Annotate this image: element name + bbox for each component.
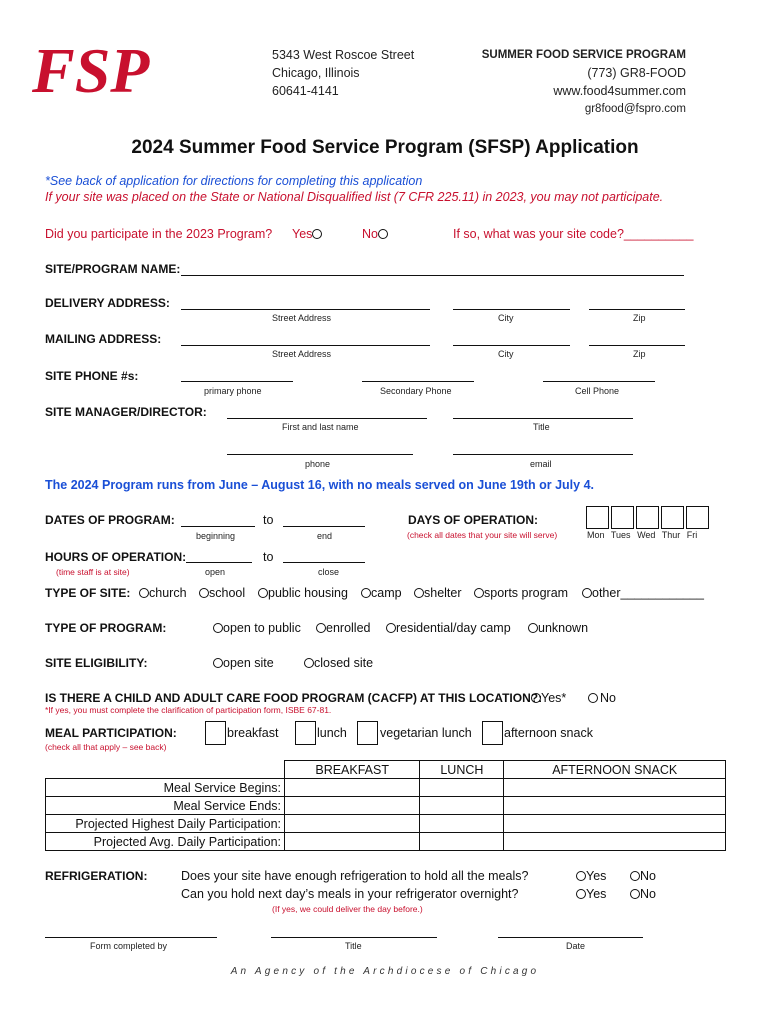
eligibility-label: SITE ELIGIBILITY: — [45, 656, 148, 670]
table-cell[interactable] — [504, 797, 726, 815]
manager-phone-field[interactable] — [227, 454, 413, 455]
refrig-q1-yes[interactable] — [576, 869, 606, 883]
day-checkbox-wed[interactable] — [636, 506, 659, 529]
option-label: shelter — [424, 586, 462, 600]
table-cell[interactable] — [285, 797, 420, 815]
delivery-city-field[interactable] — [453, 309, 570, 310]
zip-caption: Zip — [633, 349, 646, 359]
option-label: Yes — [586, 887, 607, 901]
row-label: Meal Service Ends: — [46, 797, 285, 815]
table-row — [46, 833, 726, 851]
manager-label: SITE MANAGER/DIRECTOR: — [45, 405, 207, 419]
cell-phone-caption: Cell Phone — [575, 386, 620, 396]
days-hint: (check all dates that your site will serve) — [407, 530, 558, 540]
manager-email-field[interactable] — [453, 454, 633, 455]
no-label: No — [362, 227, 378, 241]
org-contact — [482, 46, 686, 118]
site-type-option[interactable] — [474, 586, 568, 600]
radio-icon[interactable] — [576, 871, 586, 881]
radio-icon[interactable] — [630, 889, 640, 899]
secondary-phone-field[interactable] — [362, 381, 474, 382]
meal-participation-label: MEAL PARTICIPATION: — [45, 726, 177, 740]
city-caption: City — [498, 349, 514, 359]
radio-icon[interactable] — [199, 588, 209, 598]
site-type-option[interactable] — [139, 586, 187, 600]
table-cell[interactable] — [504, 833, 726, 851]
see-back-note: *See back of application for directions for completing this application — [45, 174, 423, 188]
title-caption: Title — [533, 422, 550, 432]
date-caption: Date — [566, 941, 586, 951]
refrigeration-question: Does your site have enough refrigeration to hold all the meals? — [181, 869, 529, 883]
row-label: Meal Service Begins: — [46, 779, 285, 797]
end-caption: end — [317, 531, 333, 541]
program-type-option[interactable] — [316, 621, 370, 635]
site-type-label: TYPE OF SITE: — [45, 586, 131, 600]
logo-text: FSP — [32, 35, 150, 106]
option-label: residential/day camp — [396, 621, 511, 635]
street-caption: Street Address — [272, 349, 332, 359]
cacfp-no[interactable] — [588, 691, 616, 705]
radio-icon[interactable] — [258, 588, 268, 598]
option-label: No — [640, 887, 656, 901]
manager-name-field[interactable] — [227, 418, 427, 419]
dates-label: DATES OF PROGRAM: — [45, 513, 175, 527]
phone-number: (773) GR8-FOOD — [587, 66, 686, 80]
table-cell[interactable] — [420, 833, 504, 851]
table-cell[interactable] — [504, 815, 726, 833]
hours-label: HOURS OF OPERATION: — [45, 550, 187, 564]
mailing-city-field[interactable] — [453, 345, 570, 346]
option-label: school — [209, 586, 246, 600]
delivery-street-field[interactable] — [181, 309, 430, 310]
title-caption: Title — [345, 941, 362, 951]
radio-icon[interactable] — [386, 623, 396, 633]
option-label: closed site — [314, 656, 374, 670]
hours-to: to — [263, 550, 274, 564]
refrig-q2-no[interactable] — [630, 887, 656, 901]
participation-yes[interactable] — [292, 227, 322, 241]
meal-option-label: breakfast — [227, 726, 279, 740]
name-caption: First and last name — [282, 422, 359, 432]
refrigeration-note: (If yes, we could deliver the day before.) — [272, 904, 423, 914]
close-caption: close — [318, 567, 340, 577]
meal-participation-hint: (check all that apply – see back) — [45, 742, 167, 752]
table-header-row — [46, 761, 726, 779]
table-cell[interactable] — [420, 797, 504, 815]
col-header-lunch: LUNCH — [420, 761, 504, 779]
cell-phone-field[interactable] — [543, 381, 655, 382]
delivery-label: DELIVERY ADDRESS: — [45, 296, 170, 310]
col-header-snack: AFTERNOON SNACK — [504, 761, 726, 779]
day-checkbox-mon[interactable] — [586, 506, 609, 529]
day-name: Thur — [661, 530, 681, 540]
table-cell[interactable] — [285, 815, 420, 833]
day-name: Fri — [686, 530, 698, 540]
address-line: 5343 West Roscoe Street — [272, 48, 415, 62]
option-label: church — [149, 586, 187, 600]
table-row — [46, 797, 726, 815]
option-label: open site — [223, 656, 274, 670]
completed-by-field[interactable] — [45, 937, 217, 938]
participation-no[interactable] — [362, 227, 388, 241]
days-label: DAYS OF OPERATION: — [408, 513, 539, 527]
option-label: open to public — [223, 621, 301, 635]
day-names — [587, 530, 697, 540]
site-type-option[interactable] — [361, 586, 402, 600]
website-link[interactable]: www.food4summer.com — [553, 84, 686, 98]
option-label: unknown — [538, 621, 589, 635]
radio-icon[interactable] — [528, 623, 538, 633]
day-checkbox-thur[interactable] — [661, 506, 684, 529]
primary-phone-caption: primary phone — [204, 386, 262, 396]
secondary-phone-caption: Secondary Phone — [380, 386, 452, 396]
table-row — [46, 815, 726, 833]
option-label: enrolled — [326, 621, 371, 635]
fsp-logo — [30, 30, 150, 108]
footer-agency: An Agency of the Archdiocese of Chicago — [230, 966, 540, 977]
day-name: Wed — [637, 530, 656, 540]
refrig-q1-no[interactable] — [630, 869, 656, 883]
site-name-field[interactable] — [181, 275, 684, 276]
org-address — [272, 46, 414, 100]
site-type-option[interactable] — [582, 586, 704, 600]
refrigeration-label: REFRIGERATION: — [45, 869, 148, 883]
end-date-field[interactable] — [283, 526, 365, 527]
option-label: sports program — [484, 586, 569, 600]
radio-icon[interactable] — [361, 588, 371, 598]
participation-question: Did you participate in the 2023 Program? — [45, 227, 273, 241]
day-name: Tues — [610, 530, 631, 540]
cacfp-note: *If yes, you must complete the clarification of participation form, ISBE 67-81. — [45, 705, 332, 715]
beginning-caption: beginning — [196, 531, 236, 541]
cacfp-question: IS THERE A CHILD AND ADULT CARE FOOD PROGRAM (CACFP) AT THIS LOCATION?: — [45, 691, 543, 705]
date-field[interactable] — [498, 937, 643, 938]
meal-checkbox-breakfast[interactable] — [205, 721, 226, 745]
mailing-zip-field[interactable] — [589, 345, 685, 346]
city-caption: City — [498, 313, 514, 323]
mailing-street-field[interactable] — [181, 345, 430, 346]
table-cell[interactable] — [285, 779, 420, 797]
phone-caption: phone — [305, 459, 331, 469]
signer-title-field[interactable] — [271, 937, 437, 938]
program-type-option[interactable] — [528, 621, 588, 635]
meal-checkbox-snack[interactable] — [482, 721, 503, 745]
manager-title-field[interactable] — [453, 418, 633, 419]
open-caption: open — [205, 567, 226, 577]
mailing-label: MAILING ADDRESS: — [45, 332, 162, 346]
meal-option-label: vegetarian lunch — [380, 726, 472, 740]
program-type-label: TYPE OF PROGRAM: — [45, 621, 167, 635]
yes-label: Yes — [292, 227, 313, 241]
day-name: Mon — [587, 530, 605, 540]
program-type-option[interactable] — [386, 621, 511, 635]
table-cell[interactable] — [504, 779, 726, 797]
meal-checkbox-vegetarian[interactable] — [357, 721, 378, 745]
zip-caption: Zip — [633, 313, 646, 323]
table-corner — [46, 761, 285, 779]
disqualified-note: If your site was placed on the State or National Disqualified list (7 CFR 225.11) in 2023, you may not participate. — [45, 190, 664, 204]
day-checkbox-tues[interactable] — [611, 506, 634, 529]
site-type-option[interactable] — [258, 586, 348, 600]
refrigeration-question: Can you hold next day’s meals in your refrigerator overnight? — [181, 887, 519, 901]
option-label: Yes* — [541, 691, 567, 705]
radio-icon[interactable] — [139, 588, 149, 598]
table-cell[interactable] — [285, 833, 420, 851]
option-label: public housing — [268, 586, 348, 600]
email-link[interactable]: gr8food@fspro.com — [584, 103, 686, 115]
radio-icon[interactable] — [213, 623, 223, 633]
option-label: No — [640, 869, 656, 883]
completed-by-caption: Form completed by — [90, 941, 168, 951]
table-cell[interactable] — [420, 815, 504, 833]
table-row — [46, 779, 726, 797]
meal-schedule-table — [45, 760, 726, 851]
option-label: No — [600, 691, 616, 705]
radio-icon[interactable] — [312, 229, 322, 239]
close-time-field[interactable] — [283, 562, 365, 563]
radio-icon[interactable] — [304, 658, 314, 668]
eligibility-option[interactable] — [213, 656, 274, 670]
option-label: other____________ — [592, 586, 704, 600]
radio-icon[interactable] — [414, 588, 424, 598]
meal-option-label: lunch — [317, 726, 347, 740]
street-caption: Street Address — [272, 313, 332, 323]
radio-icon[interactable] — [582, 588, 592, 598]
radio-icon[interactable] — [213, 658, 223, 668]
radio-icon[interactable] — [576, 889, 586, 899]
page-title: 2024 Summer Food Service Program (SFSP) Application — [131, 137, 639, 158]
radio-icon[interactable] — [588, 693, 598, 703]
day-checkbox-fri[interactable] — [686, 506, 709, 529]
program-name: SUMMER FOOD SERVICE PROGRAM — [481, 49, 686, 61]
refrig-q2-yes[interactable] — [576, 887, 606, 901]
site-type-option[interactable] — [414, 586, 462, 600]
site-type-option[interactable] — [199, 586, 245, 600]
program-type-option[interactable] — [213, 621, 301, 635]
meal-option-label: afternoon snack — [504, 726, 593, 740]
address-line: Chicago, Illinois — [272, 66, 360, 80]
col-header-breakfast: BREAKFAST — [285, 761, 420, 779]
open-time-field[interactable] — [186, 562, 252, 563]
site-name-label: SITE/PROGRAM NAME: — [45, 262, 181, 276]
site-code-field[interactable]: If so, what was your site code?__________ — [453, 227, 694, 241]
radio-icon[interactable] — [316, 623, 326, 633]
table-cell[interactable] — [420, 779, 504, 797]
dates-to: to — [263, 513, 274, 527]
delivery-zip-field[interactable] — [589, 309, 685, 310]
eligibility-option[interactable] — [304, 656, 373, 670]
row-label: Projected Highest Daily Participation: — [46, 815, 285, 833]
option-label: Yes — [586, 869, 607, 883]
site-phone-label: SITE PHONE #s: — [45, 369, 139, 383]
start-date-field[interactable] — [181, 526, 255, 527]
radio-icon[interactable] — [378, 229, 388, 239]
option-label: camp — [371, 586, 402, 600]
meal-checkbox-lunch[interactable] — [295, 721, 316, 745]
address-line: 60641-4141 — [272, 84, 339, 98]
hours-hint: (time staff is at site) — [56, 567, 130, 577]
cacfp-yes[interactable] — [531, 691, 566, 705]
radio-icon[interactable] — [474, 588, 484, 598]
radio-icon[interactable] — [531, 693, 541, 703]
program-runs-note: The 2024 Program runs from June – August 16, with no meals served on June 19th or July 4. — [45, 478, 594, 492]
email-caption: email — [530, 459, 552, 469]
row-label: Projected Avg. Daily Participation: — [46, 833, 285, 851]
primary-phone-field[interactable] — [181, 381, 293, 382]
radio-icon[interactable] — [630, 871, 640, 881]
